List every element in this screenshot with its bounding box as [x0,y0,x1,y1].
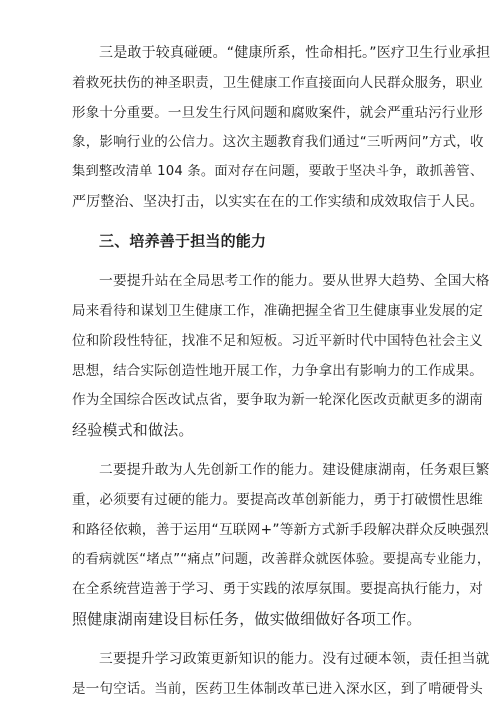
paragraph-2-line-6: 经验模式和做法。 [72,421,194,440]
paragraph-2-line-1: 一要提升站在全局思考工作的能力。要从世界大趋势、全国大格 [99,273,490,290]
paragraph-4-line-1: 三要提升学习政策更新知识的能力。没有过硬本领，责任担当就 [99,651,490,668]
paragraph-1-line-3: 形象十分重要。一旦发生行风问题和腐败案件，就会严重玷污行业形 [72,104,483,121]
paragraph-2-line-3: 位和阶段性特征，找准不足和短板。习近平新时代中国特色社会主义 [72,332,483,349]
paragraph-3-line-5: 在全系统营造善于学习、勇于实践的浓厚氛围。要提高执行能力，对 [72,581,483,598]
paragraph-3-line-3: 和路径依赖，善于运用“互联网+”等新方式新手段解决群众反映强烈 [72,521,489,538]
paragraph-3-line-2: 重，必须要有过硬的能力。要提高改革创新能力，勇于打破惯性思维 [72,491,483,508]
paragraph-1-line-2: 着救死扶伤的神圣职责，卫生健康工作直接面向人民群众服务，职业 [72,74,483,91]
paragraph-1-line-6: 严厉整治、坚决打击，以实实在在的工作实绩和成效取信于人民。 [72,193,484,210]
paragraph-1-line-1: 三是敢于较真碰硬。“健康所系，性命相托。”医疗卫生行业承担 [99,45,491,61]
paragraph-3-line-1: 二要提升敢为人先创新工作的能力。建设健康湖南，任务艰巨繁 [99,462,490,479]
paragraph-1-line-5: 集到整改清单 104 条。面对存在问题，要敢于坚决斗争，敢抓善管、 [72,164,484,180]
paragraph-2-line-4: 思想，结合实际创造性地开展工作，力争拿出有影响力的工作成果。 [72,362,483,379]
paragraph-3-line-6: 照健康湖南建设目标任务，做实做细做好各项工作。 [72,610,422,629]
paragraph-2-line-2: 局来看待和谋划卫生健康工作，准确把握全省卫生健康事业发展的定 [72,302,483,319]
paragraph-4-line-2: 是一句空话。当前，医药卫生体制改革已进入深水区，到了啃硬骨头 [72,681,483,697]
paragraph-1-line-4: 象，影响行业的公信力。这次主题教育我们通过“三听两问”方式，收 [72,134,484,151]
paragraph-3-line-4: 的看病就医“堵点”“痛点”问题，改善群众就医体验。要提高专业能力， [72,551,491,567]
paragraph-2-line-5: 作为全国综合医改试点省，要争取为新一轮深化医改贡献更多的湖南 [72,392,483,409]
section-heading: 三、培养善于担当的能力 [99,232,267,251]
